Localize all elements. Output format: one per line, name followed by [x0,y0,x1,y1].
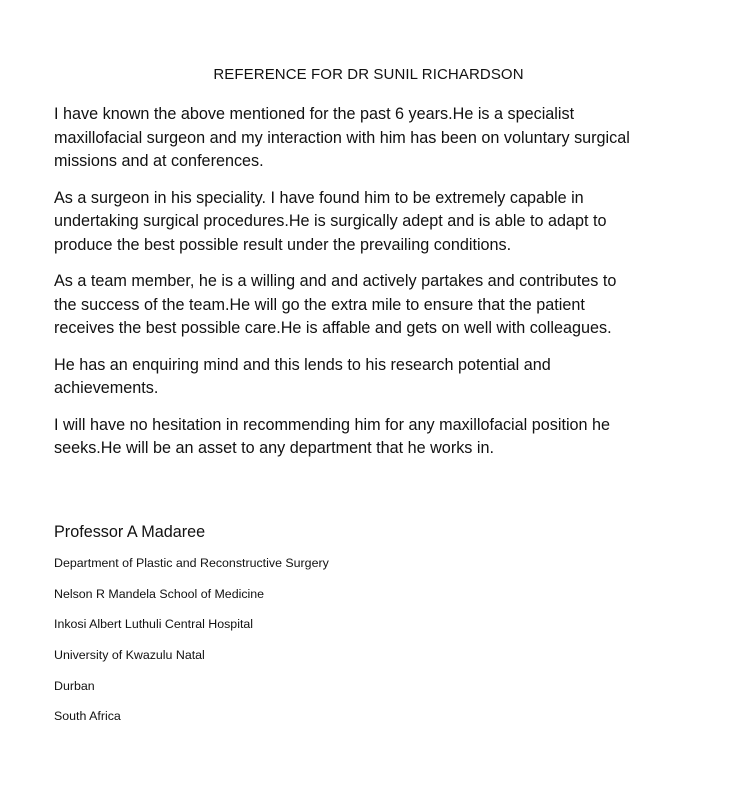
text-line: maxillofacial surgeon and my interaction with him has been on voluntary surgical [54,128,630,147]
address-department: Department of Plastic and Reconstructive Surgery [54,556,329,570]
signature-block [54,521,674,740]
paragraph-recommendation [54,414,719,461]
text-line: missions and at conferences. [54,152,264,170]
text-line: I will have no hesitation in recommending him for any maxillofacial position he [54,415,611,434]
address-school: Nelson R Mandela School of Medicine [54,586,265,601]
paragraph-surgical-ability [54,187,719,258]
signatory-name: Professor A Madaree [54,523,206,541]
paragraph-teamwork [54,270,719,341]
letter-title: REFERENCE FOR DR SUNIL RICHARDSON [213,66,524,83]
paragraph-acquaintance [54,103,719,174]
text-line: As a team member, he is a willing and and actively partakes and contributes to [54,272,617,290]
address-hospital: Inkosi Albert Luthuli Central Hospital [54,617,254,632]
paragraph-research [54,354,719,401]
text-line: I have known the above mentioned for the past 6 years.He is a specialist [54,105,575,123]
letter-body [54,103,719,474]
text-line: the success of the team.He will go the extra mile to ensure that the patient [54,295,585,314]
address-city: Durban [54,678,95,693]
text-line: achievements. [54,379,159,397]
address-university: University of Kwazulu Natal [54,648,205,663]
address-country: South Africa [54,709,121,724]
text-line: receives the best possible care.He is affable and gets on well with colleagues. [54,319,612,337]
text-line: undertaking surgical procedures.He is surgically adept and is able to adapt to [54,212,607,230]
text-line: produce the best possible result under the prevailing conditions. [54,235,512,254]
text-line: seeks.He will be an asset to any department that he works in. [54,439,494,457]
text-line: As a surgeon in his speciality. I have found him to be extremely capable in [54,188,584,207]
text-line: He has an enquiring mind and this lends to his research potential and [54,355,551,374]
